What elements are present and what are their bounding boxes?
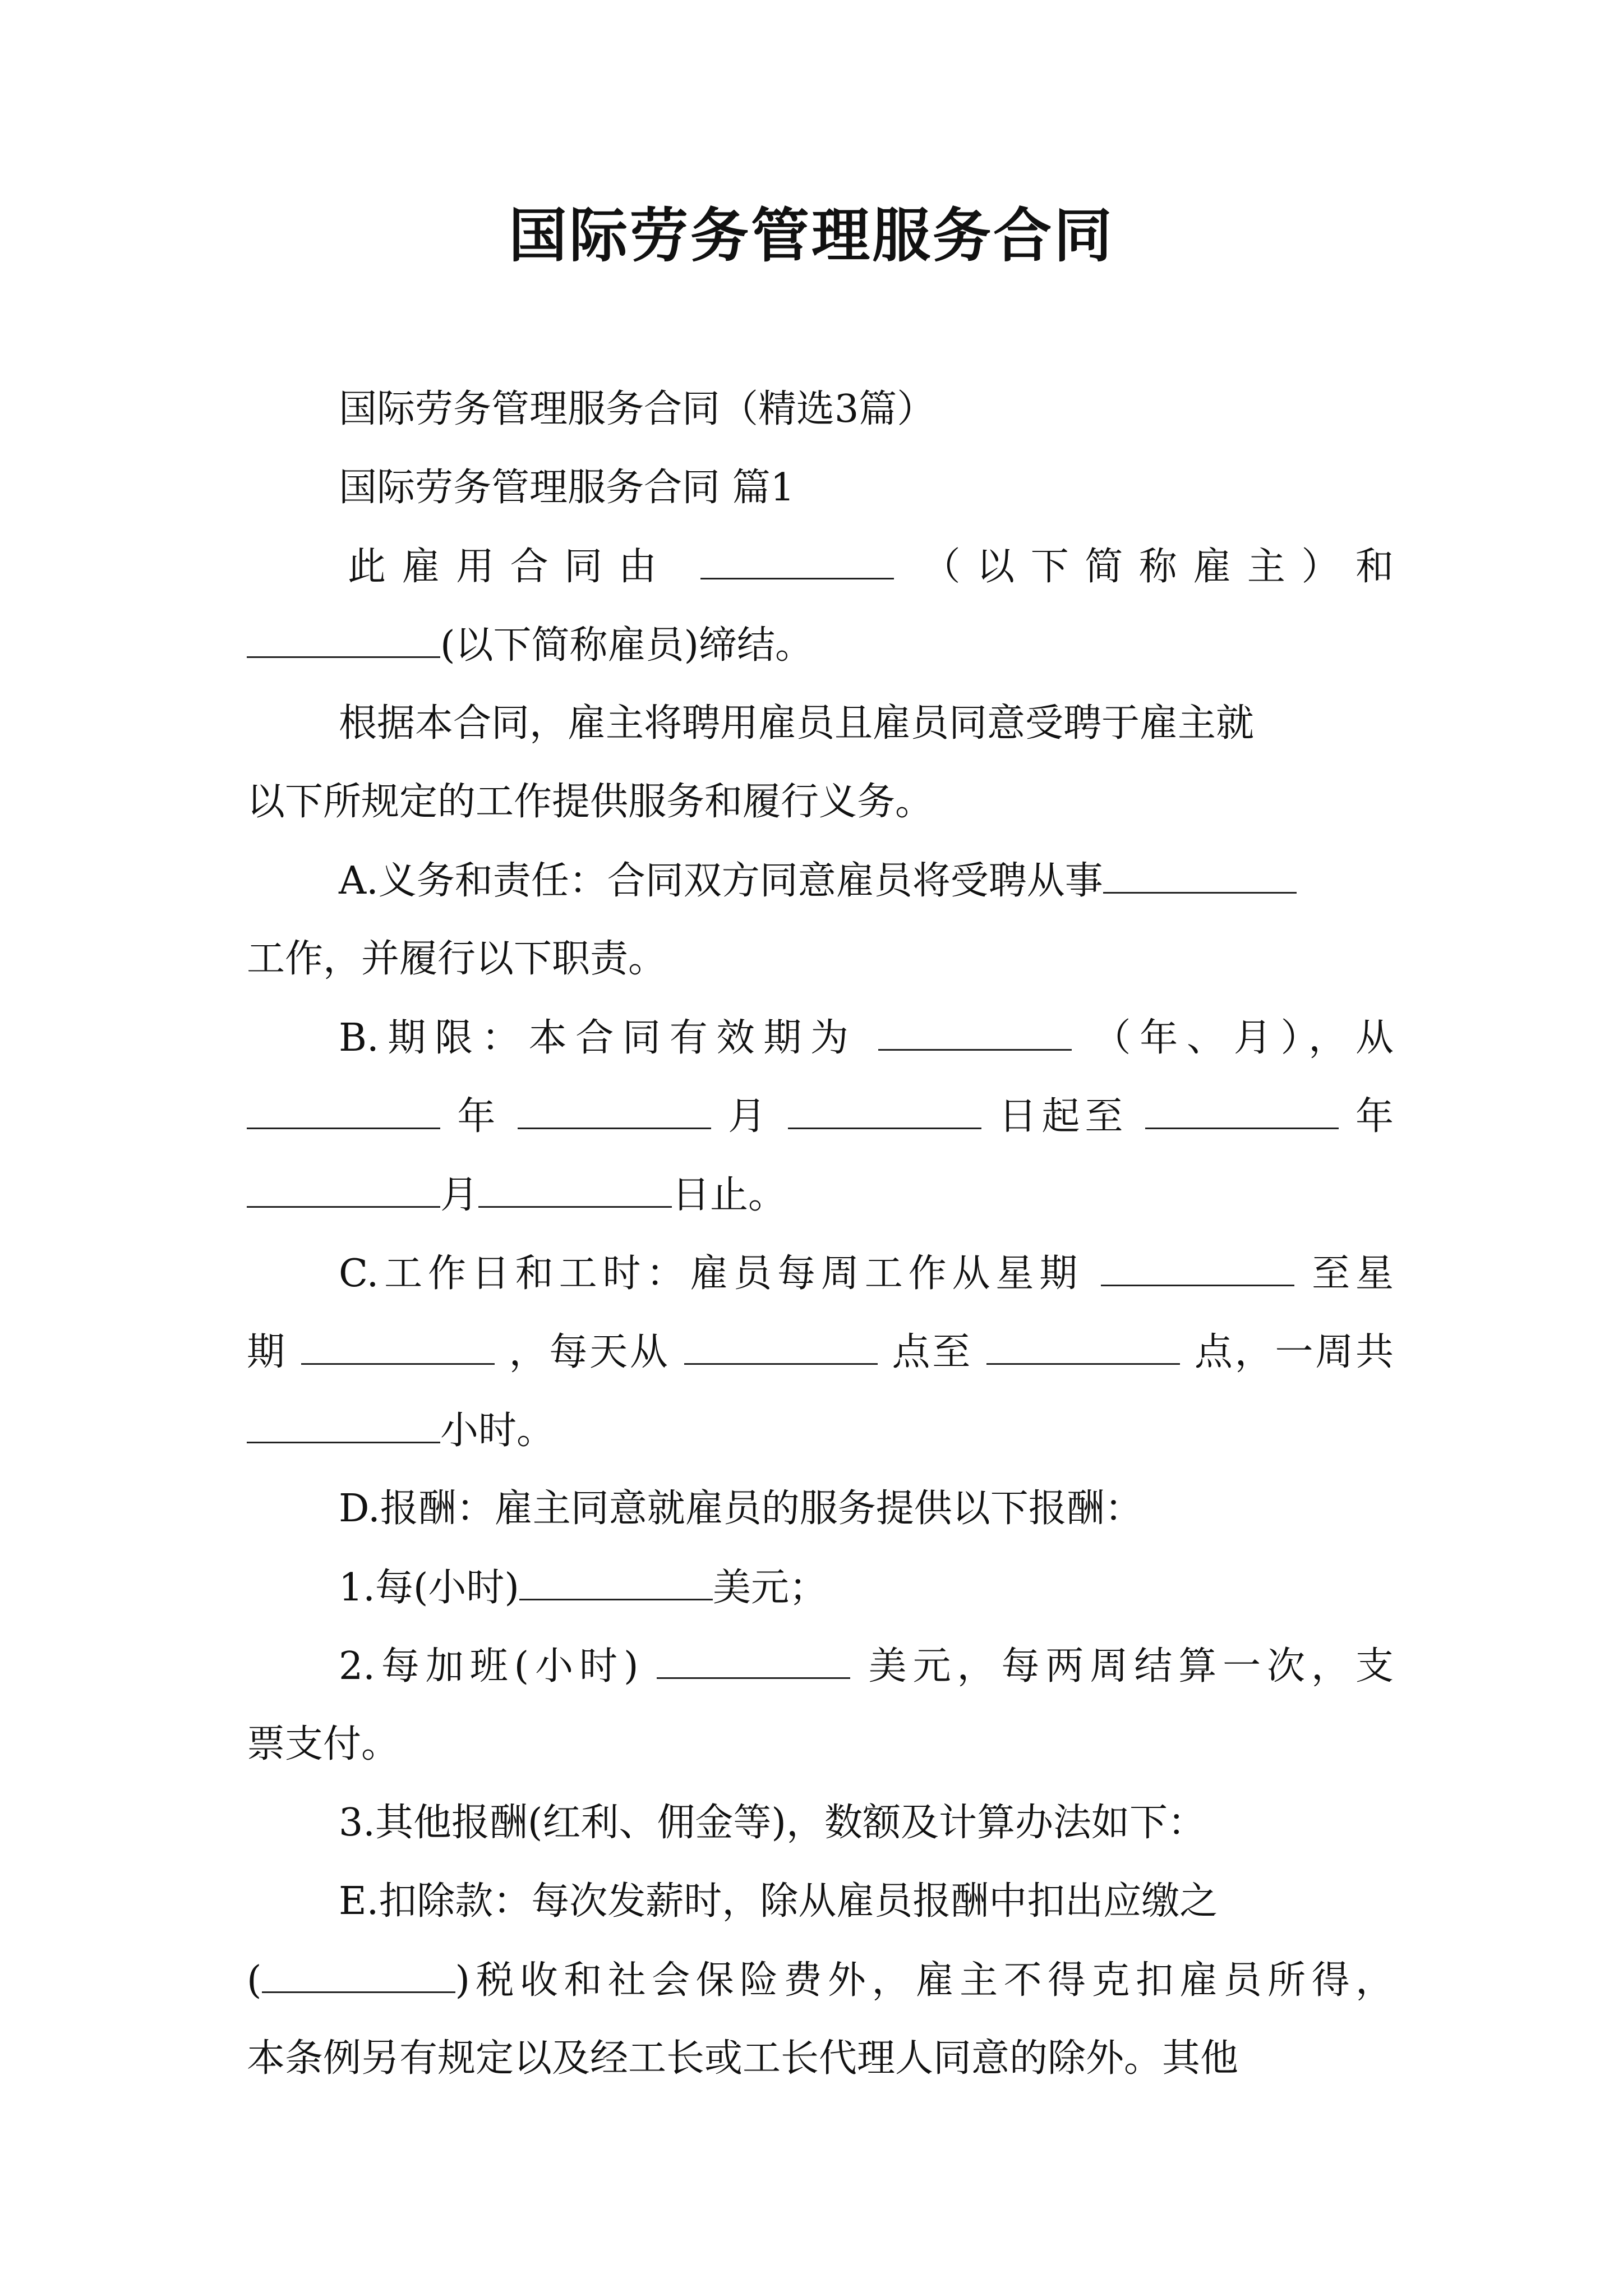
text-run: 月 [440,1173,479,1217]
paragraph-line: 票支付。 [247,1722,400,1766]
text-run: )税收和社会保险费外，雇主不得克扣雇员所得， [455,1958,1394,2003]
paragraph-line [339,853,1394,909]
paragraph-line: 3.其他报酬(红利、佣金等)，数额及计算办法如下： [339,1801,1206,1845]
blank-field [519,1559,713,1600]
text-run: 2.每加班(小时) [339,1644,639,1688]
paragraph-line [247,1088,1394,1145]
blank-field [247,617,440,658]
blank-field [657,1638,850,1679]
text-run: A.义务和责任：合同双方同意雇员将受聘从事 [339,859,1103,903]
document-title: 国际劳务管理服务合同 [508,201,1114,270]
paragraph-line [339,1559,1394,1616]
paragraph-line: D.报酬：雇主同意就雇员的服务提供以下报酬： [339,1487,1143,1531]
text-run: 年 [457,1094,501,1139]
text-run: （以下简称雇主）和 [922,545,1394,589]
text-run: 此雇用合同由 [348,545,673,589]
paragraph-line [247,1167,1394,1223]
text-run: 月 [728,1094,771,1139]
section-heading: 国际劳务管理服务合同 篇1 [339,466,795,510]
blank-field [1145,1088,1339,1129]
text-run: 1.每(小时) [339,1566,519,1610]
blank-field [788,1088,981,1129]
paragraph-line: 根据本合同，雇主将聘用雇员且雇员同意受聘于雇主就 [339,701,1255,746]
paragraph-line: E.扣除款：每次发薪时，除从雇员报酬中扣出应缴之 [339,1879,1218,1924]
paragraph-line [247,1952,1394,2009]
blank-field [1101,1245,1294,1286]
blank-field [247,1088,440,1129]
text-run: 年 [1355,1094,1394,1139]
text-run: B.期限：本合同有效期为 [339,1016,857,1060]
blank-field [247,1402,440,1443]
blank-field [1103,853,1297,894]
text-run: C.工作日和工时：雇员每周工作从星期 [339,1251,1083,1296]
paragraph-line: 工作，并履行以下职责。 [247,937,667,981]
blank-field [247,1167,440,1208]
text-run: 至星 [1312,1251,1394,1296]
text-run: 小时。 [440,1409,555,1453]
text-run: 日起至 [998,1094,1128,1139]
paragraph-line [339,1638,1394,1695]
text-run: 期 [247,1330,287,1374]
text-run: (以下简称雇员)缔结。 [440,623,814,668]
blank-field [878,1010,1072,1051]
paragraph-line [247,617,1394,674]
blank-field [478,1167,672,1208]
text-run: 点，一周共 [1194,1330,1394,1374]
blank-field [684,1324,878,1365]
paragraph-line [348,539,1394,595]
paragraph-line [247,1324,1394,1381]
text-run: 日止。 [672,1173,787,1217]
text-run: 美元； [712,1566,827,1610]
paragraph-line: 本条例另有规定以及经工长或工长代理人同意的除外。其他 [247,2036,1239,2081]
blank-field [301,1324,495,1365]
blank-field [262,1952,455,1993]
paragraph-line [339,1245,1394,1302]
blank-field [518,1088,711,1129]
paragraph-line [247,1402,1394,1459]
text-run: ，每天从 [509,1330,670,1374]
subtitle-line: 国际劳务管理服务合同（精选3篇） [339,387,935,431]
text-run: 美元，每两周结算一次，支 [868,1644,1394,1688]
text-run: ( [247,1958,262,2003]
paragraph-line [339,1010,1394,1066]
blank-field [700,539,894,579]
text-run: （年、月），从 [1092,1016,1394,1060]
paragraph-line: 以下所规定的工作提供服务和履行义务。 [247,780,934,824]
blank-field [986,1324,1180,1365]
text-run: 点至 [892,1330,973,1374]
